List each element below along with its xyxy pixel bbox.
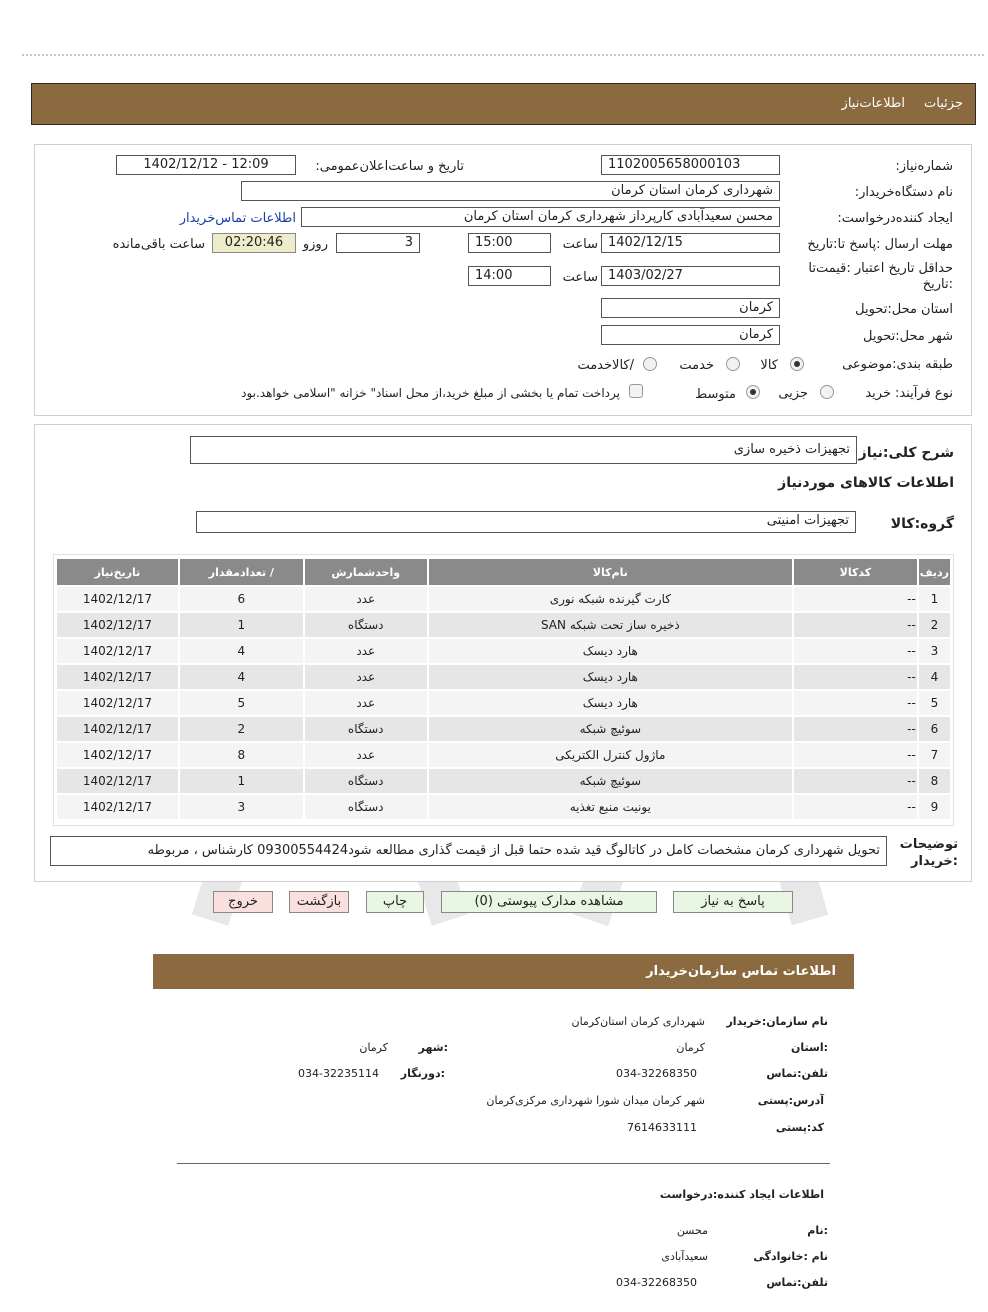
category-both-radio[interactable]	[643, 357, 657, 371]
cell-quantity: 1	[180, 769, 303, 793]
print-button[interactable]: چاپ	[366, 891, 424, 913]
cell-unit: دستگاه	[305, 717, 427, 741]
page-header-bar	[31, 83, 976, 125]
col-quantity: / تعدادمقدار	[180, 559, 303, 585]
creator-label: ایجاد کننده‌درخواست:	[837, 211, 953, 226]
cell-need-date: 1402/12/17	[57, 743, 178, 767]
treasury-payment-note: پرداخت تمام یا بخشی از مبلغ خرید،از محل اسناد" خزانه "اسلامی خواهد.بود	[241, 386, 620, 400]
contact-city-label: :شهر	[418, 1041, 448, 1054]
contact-divider	[177, 1163, 830, 1164]
contact-city-value: کرمان	[359, 1041, 388, 1054]
cell-item-code: --	[794, 691, 917, 715]
general-desc-label: شرح کلی:نیاز	[858, 445, 954, 461]
validity-label: حداقل تاریخ اعتبار :قیمت‌تا :تاریخ	[808, 261, 953, 292]
items-table	[55, 557, 952, 821]
cell-item-code: --	[794, 587, 917, 611]
treasury-payment-checkbox[interactable]	[629, 384, 643, 398]
contact-address-label: آدرس:پستی	[757, 1094, 824, 1107]
table-row	[57, 743, 950, 767]
announce-field: 1402/12/12 - 12:09	[116, 155, 296, 175]
contact-province-label: :استان	[791, 1041, 828, 1054]
validity-date-field: 1403/02/27	[601, 266, 780, 286]
cell-quantity: 4	[180, 665, 303, 689]
cell-unit: دستگاه	[305, 769, 427, 793]
cell-row-number: 8	[919, 769, 950, 793]
cell-unit: عدد	[305, 743, 427, 767]
table-row	[57, 795, 950, 819]
view-docs-button[interactable]: مشاهده مدارک پیوستی (0)	[441, 891, 657, 913]
table-row	[57, 691, 950, 715]
goods-info-title: اطلاعات کالاهای موردنیاز	[778, 475, 954, 491]
exit-button[interactable]: خروج	[213, 891, 273, 913]
cell-quantity: 8	[180, 743, 303, 767]
cell-row-number: 5	[919, 691, 950, 715]
cell-item-name: هارد دیسک	[429, 691, 792, 715]
cell-item-code: --	[794, 743, 917, 767]
buyer-notes-field: تحویل شهرداری کرمان مشخصات کامل در کاتالوگ قید شده حتما قبل از قیمت گذاری مطالعه شود09300554424 کارشناس ، مربوطه	[50, 836, 887, 866]
col-name: نام‌کالا	[429, 559, 792, 585]
deadline-label: مهلت ارسال :پاسخ تا:تاریخ	[807, 237, 953, 252]
tab-need-info[interactable]: اطلاعات‌نیاز	[841, 96, 905, 111]
cell-need-date: 1402/12/17	[57, 665, 178, 689]
cell-item-code: --	[794, 639, 917, 663]
cell-item-name: ذخیره ساز تحت شبکه SAN	[429, 613, 792, 637]
contact-org-label: نام سازمان:خریدار	[726, 1015, 828, 1028]
contact-address-value: شهر کرمان میدان شورا شهرداری مرکزی‌کرمان	[486, 1094, 705, 1107]
city-label: شهر محل:تحویل	[863, 329, 953, 344]
cell-quantity: 1	[180, 613, 303, 637]
cell-item-name: هارد دیسک	[429, 639, 792, 663]
top-divider	[22, 54, 984, 56]
validity-time-label: ساعت	[562, 270, 598, 285]
contact-org-value: شهرداری کرمان استان‌کرمان	[571, 1015, 705, 1028]
table-row	[57, 587, 950, 611]
cell-unit: عدد	[305, 639, 427, 663]
process-medium-radio[interactable]	[746, 385, 760, 399]
cell-quantity: 6	[180, 587, 303, 611]
cell-item-code: --	[794, 795, 917, 819]
process-purchase-label: خرید	[865, 386, 891, 401]
buyer-org-field: شهرداری کرمان استان کرمان	[241, 181, 780, 201]
contact-fax-value: 034-32235114	[298, 1067, 379, 1080]
category-both-label: /کالاخدمت	[577, 358, 634, 373]
col-unit: واحدشمارش	[305, 559, 427, 585]
contact-phone-value: 034-32268350	[616, 1067, 697, 1080]
cell-need-date: 1402/12/17	[57, 587, 178, 611]
cell-row-number: 4	[919, 665, 950, 689]
cell-row-number: 1	[919, 587, 950, 611]
reply-button[interactable]: پاسخ به نیاز	[673, 891, 793, 913]
cell-need-date: 1402/12/17	[57, 769, 178, 793]
cell-item-name: سوئیچ شبکه	[429, 717, 792, 741]
remaining-timer: 02:20:46	[212, 233, 296, 253]
contact-province-value: کرمان	[676, 1041, 705, 1054]
need-number-label: شماره‌نیاز:	[895, 159, 953, 174]
tab-details[interactable]: جزئیات	[924, 96, 963, 111]
cell-need-date: 1402/12/17	[57, 691, 178, 715]
buyer-notes-label: توضیحات :خریدار	[899, 837, 958, 869]
creator-family-label: نام :خانوادگی	[753, 1250, 828, 1263]
creator-name-label: :نام	[807, 1224, 828, 1237]
days-field: 3	[336, 233, 420, 253]
deadline-time-field: 15:00	[468, 233, 551, 253]
cell-unit: دستگاه	[305, 795, 427, 819]
days-label: روزو	[302, 237, 328, 252]
cell-quantity: 2	[180, 717, 303, 741]
buyer-org-label: نام دستگاه‌خریدار:	[854, 185, 953, 200]
table-row	[57, 665, 950, 689]
cell-row-number: 3	[919, 639, 950, 663]
cell-unit: دستگاه	[305, 613, 427, 637]
col-row: ردیف	[919, 559, 950, 585]
remaining-label: ساعت باقی‌مانده	[112, 237, 205, 252]
cell-need-date: 1402/12/17	[57, 613, 178, 637]
creator-family-value: سعیدآبادی	[661, 1250, 708, 1263]
table-row	[57, 613, 950, 637]
cell-item-code: --	[794, 769, 917, 793]
col-date: تاریخ‌نیاز	[57, 559, 178, 585]
deadline-date-field: 1402/12/15	[601, 233, 780, 253]
contact-fax-label: :دورنگار	[400, 1067, 445, 1080]
col-code: کدکالا	[794, 559, 917, 585]
contact-postal-label: کد:پستی	[775, 1121, 824, 1134]
cell-unit: عدد	[305, 665, 427, 689]
cell-row-number: 6	[919, 717, 950, 741]
buyer-contact-bar	[153, 954, 854, 989]
contact-postal-value: 7614633111	[627, 1121, 697, 1134]
table-row	[57, 769, 950, 793]
cell-row-number: 2	[919, 613, 950, 637]
cell-need-date: 1402/12/17	[57, 639, 178, 663]
announce-label: تاریخ و ساعت‌اعلان‌عمومی:	[315, 159, 464, 174]
table-row	[57, 717, 950, 741]
general-desc-field: تجهیزات ذخیره سازی	[190, 436, 857, 464]
cell-item-code: --	[794, 717, 917, 741]
table-row	[57, 639, 950, 663]
buyer-contact-title: اطلاعات تماس سازمان‌خریدار	[646, 964, 836, 979]
cell-item-name: سوئیچ شبکه	[429, 769, 792, 793]
process-medium-label: متوسط	[695, 387, 736, 402]
process-label: نوع فرآیند:	[895, 386, 953, 401]
goods-group-label: گروه:کالا	[890, 516, 954, 532]
cell-item-code: --	[794, 613, 917, 637]
cell-item-code: --	[794, 665, 917, 689]
goods-group-field: تجهیزات امنیتی	[196, 511, 856, 533]
category-goods-radio[interactable]	[790, 357, 804, 371]
deadline-time-label: ساعت	[562, 237, 598, 252]
category-goods-label: کالا	[760, 358, 778, 373]
cell-need-date: 1402/12/17	[57, 795, 178, 819]
category-service-label: خدمت	[679, 358, 714, 373]
need-number-field: 1102005658000103	[601, 155, 780, 175]
category-service-radio[interactable]	[726, 357, 740, 371]
province-label: استان محل:تحویل	[855, 302, 953, 317]
cell-item-name: هارد دیسک	[429, 665, 792, 689]
cell-need-date: 1402/12/17	[57, 717, 178, 741]
cell-row-number: 9	[919, 795, 950, 819]
cell-quantity: 5	[180, 691, 303, 715]
province-field: کرمان	[601, 298, 780, 318]
back-button[interactable]: بازگشت	[289, 891, 349, 913]
creator-info-title: اطلاعات ایجاد کننده:درخواست	[659, 1188, 824, 1201]
cell-quantity: 3	[180, 795, 303, 819]
cell-item-name: ماژول کنترل الکتریکی	[429, 743, 792, 767]
cell-unit: عدد	[305, 691, 427, 715]
validity-time-field: 14:00	[468, 266, 551, 286]
items-table-header	[57, 559, 950, 585]
cell-item-name: کارت گیرنده شبکه نوری	[429, 587, 792, 611]
cell-unit: عدد	[305, 587, 427, 611]
cell-row-number: 7	[919, 743, 950, 767]
cell-item-name: یونیت منبع تغذیه	[429, 795, 792, 819]
creator-phone-label: تلفن:تماس	[766, 1276, 828, 1289]
buyer-contact-link[interactable]: اطلاعات تماس‌خریدار	[179, 211, 296, 226]
city-field: کرمان	[601, 325, 780, 345]
creator-phone-value: 034-32268350	[616, 1276, 697, 1289]
creator-field: محسن سعیدآبادی کارپرداز شهرداری کرمان استان کرمان	[301, 207, 780, 227]
contact-phone-label: تلفن:تماس	[766, 1067, 828, 1080]
category-label: طبقه بندی:موضوعی	[842, 357, 953, 372]
cell-quantity: 4	[180, 639, 303, 663]
creator-name-value: محسن	[676, 1224, 708, 1237]
process-minor-label: جزیی	[778, 386, 808, 401]
process-minor-radio[interactable]	[820, 385, 834, 399]
